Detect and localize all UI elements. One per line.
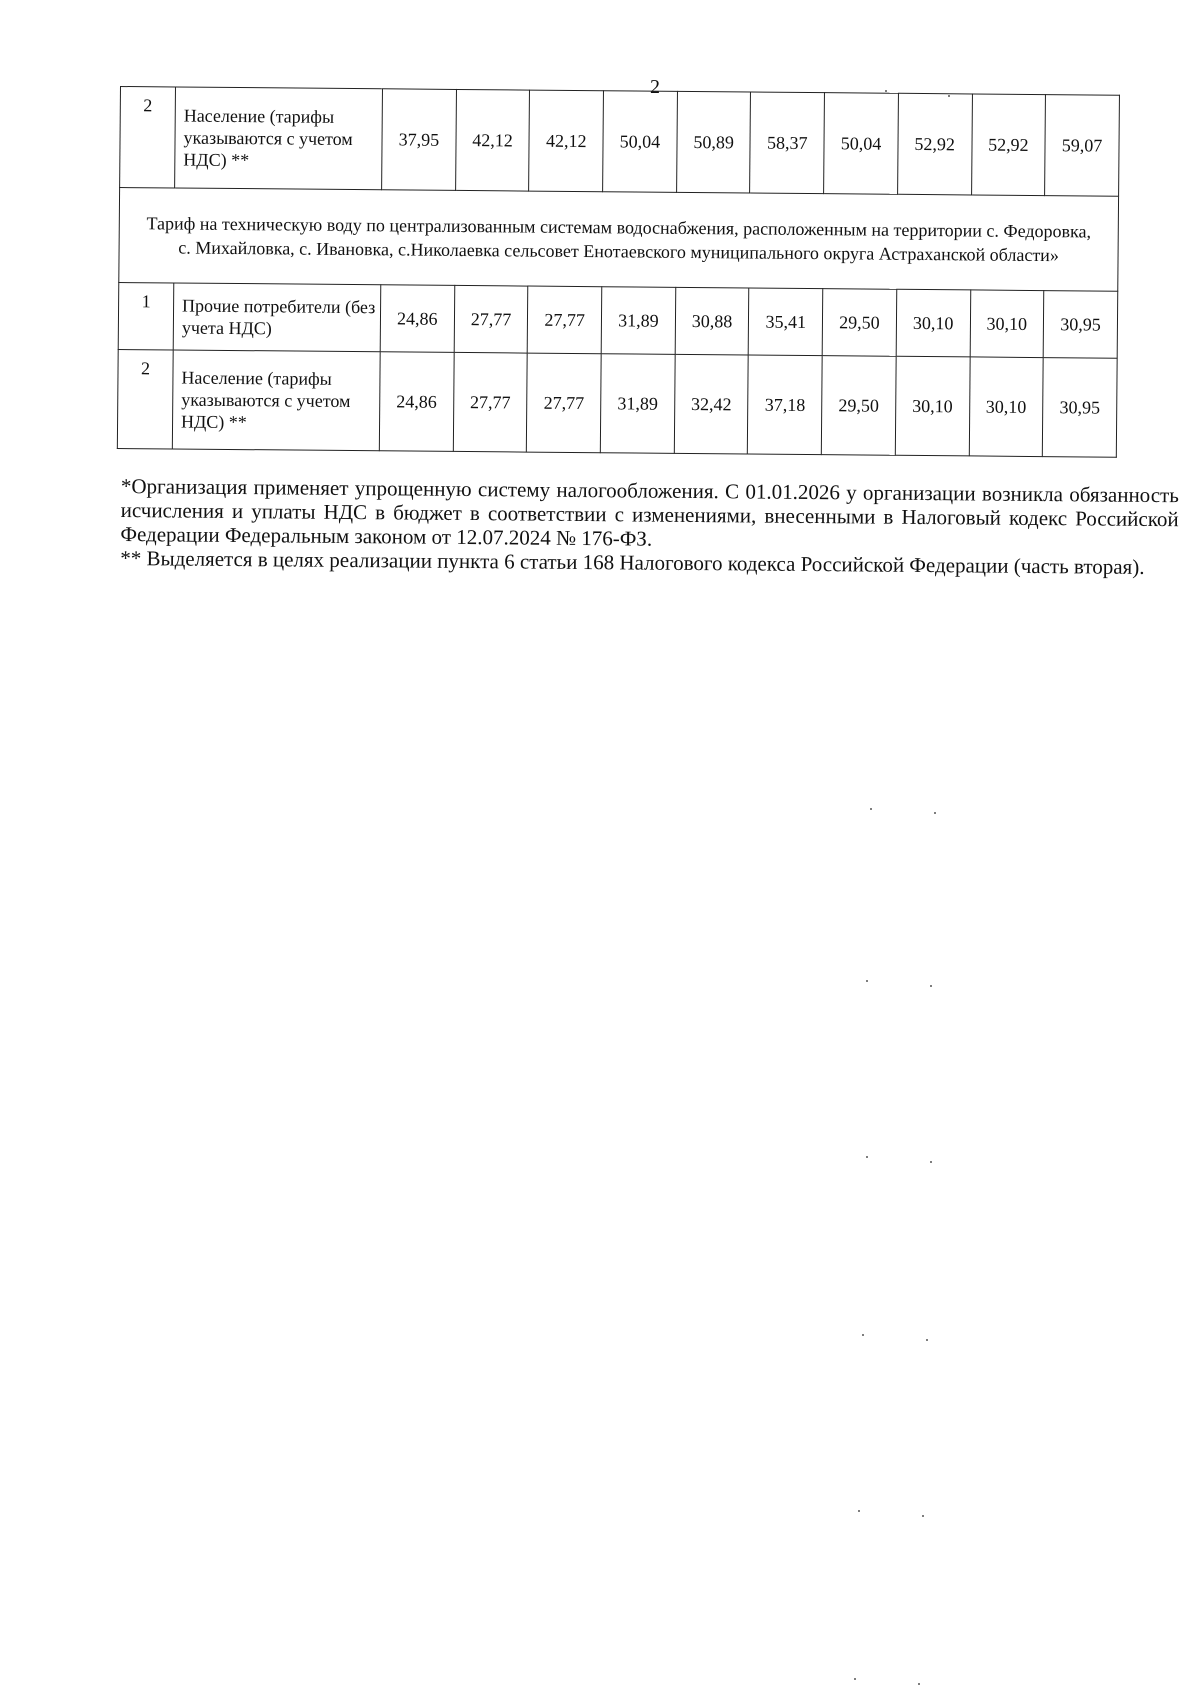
tariff-value: 30,88: [675, 287, 749, 355]
tariff-value: 30,10: [969, 357, 1044, 457]
scan-speck: [854, 1678, 856, 1680]
tariff-value: 30,10: [970, 290, 1044, 358]
tariff-value: 31,89: [601, 287, 675, 355]
tariff-value: 59,07: [1045, 95, 1120, 197]
row-number: 2: [120, 87, 176, 188]
scan-speck: [926, 1339, 928, 1341]
tariff-value: 27,77: [453, 352, 528, 452]
tariff-value: 32,42: [674, 354, 749, 454]
table-section-heading-row: [119, 188, 1119, 292]
tariff-value: 42,12: [529, 90, 604, 192]
tariff-value: 27,77: [528, 286, 602, 354]
scan-speck: [862, 1334, 864, 1336]
tariff-value: 50,04: [603, 91, 678, 193]
tariff-value: 30,10: [896, 289, 970, 357]
tariff-value: 42,12: [455, 89, 530, 191]
tariff-value: 50,04: [824, 93, 899, 195]
scan-speck: [948, 95, 950, 97]
tariff-value: 27,77: [527, 353, 602, 453]
tariff-table: [117, 86, 1120, 458]
table-row-population-technical: [117, 349, 1117, 457]
tariff-value: 30,10: [895, 356, 970, 456]
section-heading: Тариф на техническую воду по централизованным системам водоснабжения, расположенным на территории с. Федоровка, с. Михайловка, с. Ивановка, с.Николаевка сельсовет Енотаевского муниципального округа Астраханской области»: [119, 188, 1119, 292]
consumer-label: Население (тарифы указываются с учетом НДС) **: [175, 87, 383, 190]
tariff-value: 52,92: [897, 93, 972, 195]
tariff-value: 50,89: [676, 91, 751, 193]
tariff-value: 58,37: [750, 92, 825, 194]
page-number: 2: [650, 76, 660, 98]
tariff-value: 29,50: [822, 289, 896, 357]
tariff-value: 24,86: [379, 352, 454, 452]
consumer-label: Население (тарифы указываются с учетом НДС) **: [172, 350, 380, 451]
tariff-value: 30,95: [1043, 291, 1117, 359]
scan-speck: [922, 1515, 924, 1517]
scan-speck: [934, 812, 936, 814]
tariff-value: 35,41: [749, 288, 823, 356]
row-number: 1: [118, 282, 174, 349]
consumer-label: Прочие потребители (без учета НДС): [173, 283, 381, 352]
footnote-vat-allocation: ** Выделяется в целях реализации пункта 6 статьи 168 Налогового кодекса Российской Федерации (часть вторая).: [120, 545, 1145, 579]
footnote-vat-obligation: *Организация применяет упрощенную систему налогообложения. С 01.01.2026 у организации возникла обязанность исчисления и уплаты НДС в бюджет в соответствии с изменениями, внесенными в Налоговый кодекс Российской Федерации Федеральным законом от 12.07.2024 № 176-ФЗ.: [120, 474, 1179, 551]
tariff-value: 24,86: [380, 285, 454, 353]
scan-speck: [918, 1683, 920, 1685]
table-row-population-drinking: [120, 87, 1120, 197]
scan-speck: [866, 980, 868, 982]
row-number: 2: [117, 349, 173, 448]
tariff-value: 37,18: [748, 355, 823, 455]
scan-speck: [885, 90, 887, 92]
tariff-value: 31,89: [600, 354, 675, 454]
footnotes: [120, 474, 1179, 579]
scan-speck: [858, 1510, 860, 1512]
tariff-value: 37,95: [382, 89, 457, 191]
scan-speck: [866, 1156, 868, 1158]
scan-speck: [870, 808, 872, 810]
tariff-value: 30,95: [1042, 358, 1117, 458]
tariff-value: 52,92: [971, 94, 1046, 196]
table-row-other-consumers: [118, 282, 1118, 358]
scan-speck: [930, 985, 932, 987]
tariff-value: 27,77: [454, 285, 528, 353]
tariff-value: 29,50: [821, 356, 896, 456]
scan-speck: [930, 1161, 932, 1163]
